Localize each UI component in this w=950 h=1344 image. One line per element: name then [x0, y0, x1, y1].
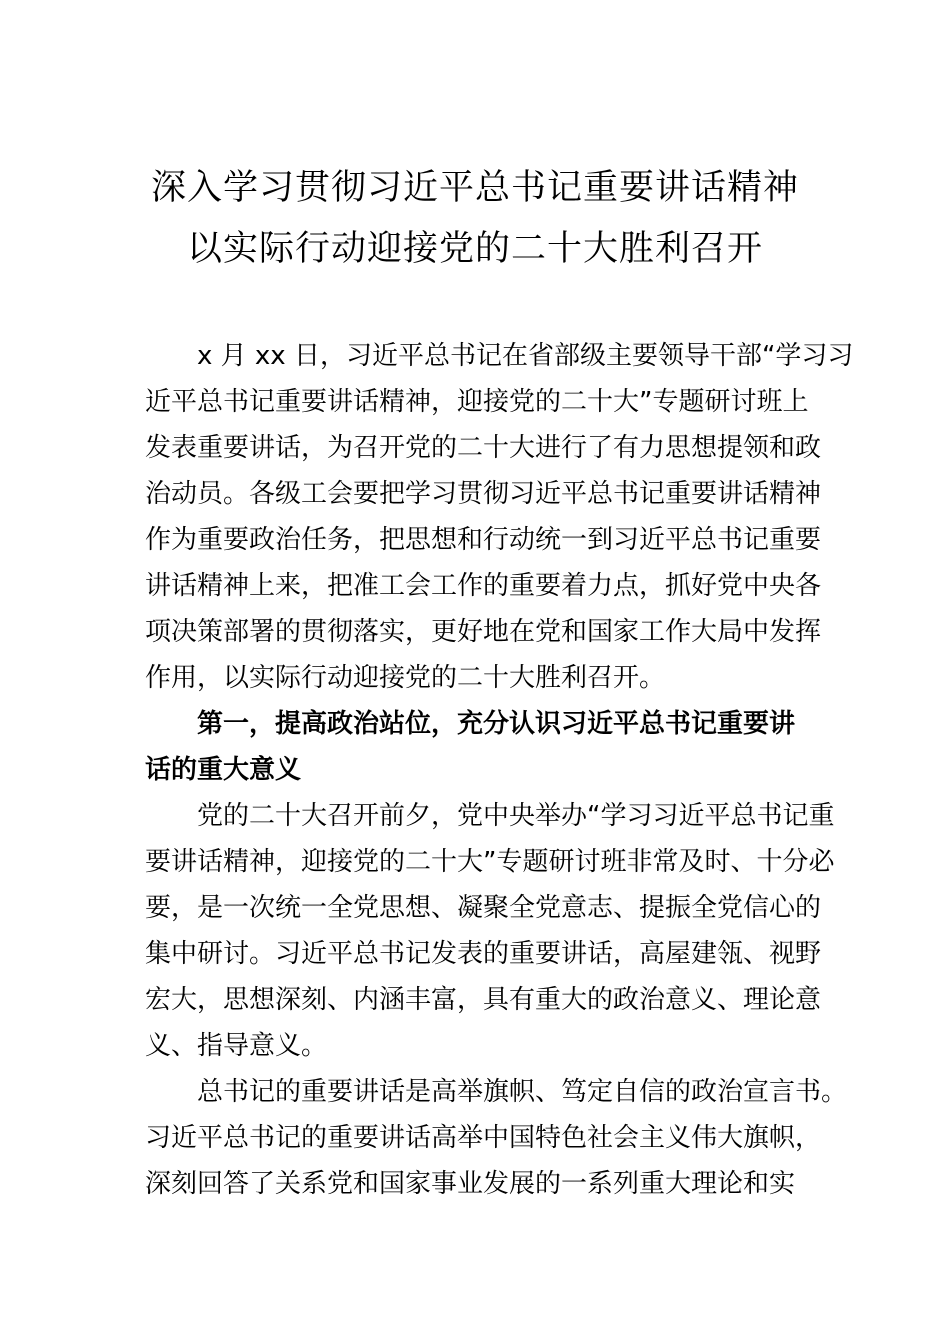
paragraph-1-line-7: 项决策部署的贯彻落实，更好地在党和国家工作大局中发挥: [145, 617, 822, 647]
document-title-line-1: 深入学习贯彻习近平总书记重要讲话精神: [150, 168, 799, 208]
paragraph-1-line-3: 发表重要讲话，为召开党的二十大进行了有力思想提领和政: [145, 433, 822, 463]
paragraph-4-line-3: 深刻回答了关系党和国家事业发展的一系列重大理论和实: [145, 1169, 796, 1199]
paragraph-3-line-4: 集中研讨。习近平总书记发表的重要讲话，高屋建瓴、视野: [145, 939, 822, 969]
paragraph-1-line-8: 作用，以实际行动迎接党的二十大胜利召开。: [145, 663, 666, 693]
paragraph-1-line-6: 讲话精神上来，把准工会工作的重要着力点，抓好党中央各: [145, 571, 822, 601]
section-heading-line-2: 话的重大意义: [145, 755, 302, 785]
paragraph-1-line-5: 作为重要政治任务，把思想和行动统一到习近平总书记重要: [145, 525, 822, 555]
paragraph-3-line-6: 义、指导意义。: [145, 1031, 328, 1061]
document-title-line-2: 以实际行动迎接党的二十大胜利召开: [186, 229, 763, 269]
paragraph-3-line-5: 宏大，思想深刻、内涵丰富，具有重大的政治意义、理论意: [145, 985, 822, 1015]
section-heading-line-1: 第一，提高政治站位，充分认识习近平总书记重要讲: [197, 709, 796, 739]
paragraph-1-line-4: 治动员。各级工会要把学习贯彻习近平总书记重要讲话精神: [145, 479, 822, 509]
paragraph-3-line-3: 要，是一次统一全党思想、凝聚全党意志、提振全党信心的: [145, 893, 822, 923]
paragraph-3-line-1: 党的二十大召开前夕，党中央举办“学习习近平总书记重: [197, 801, 835, 831]
paragraph-1-line-2: 近平总书记重要讲话精神，迎接党的二十大”专题研讨班上: [145, 387, 809, 417]
paragraph-4-line-2: 习近平总书记的重要讲话高举中国特色社会主义伟大旗帜，: [145, 1123, 822, 1153]
document-body: [145, 333, 854, 1207]
paragraph-4-line-1: 总书记的重要讲话是高举旗帜、笃定自信的政治宣言书。: [197, 1077, 848, 1107]
paragraph-3-line-2: 要讲话精神，迎接党的二十大”专题研讨班非常及时、十分必: [145, 847, 835, 877]
paragraph-1-line-1: x 月 xx 日，习近平总书记在省部级主要领导干部“学习习: [197, 341, 854, 371]
